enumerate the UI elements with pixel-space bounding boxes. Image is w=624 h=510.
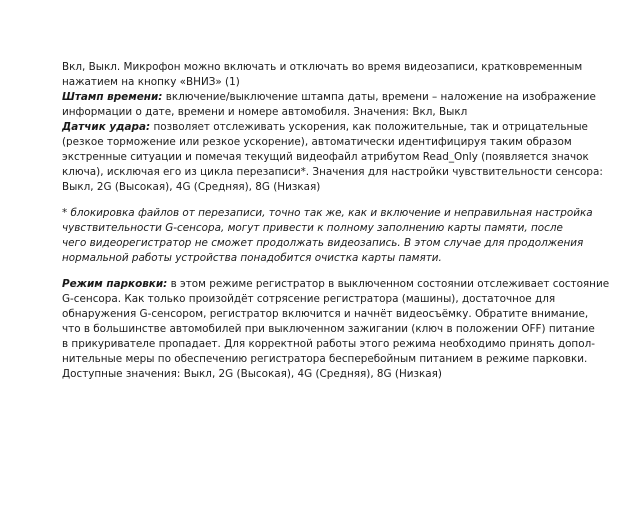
footnote-line: * блокировка файлов от перезаписи, точно так же, как и включение и неправильная настройка [62,207,593,219]
footnote-paragraph [62,206,593,266]
text-line: что в большинстве автомобилей при выключенном зажигании (ключ в положении OFF) питание [62,323,595,335]
text-line: нительные меры по обеспечению регистратора бесперебойным питанием в режиме парковки. [62,353,588,365]
parking-term: Режим парковки: [62,278,168,290]
microphone-paragraph [62,60,583,90]
text-line: Выкл, 2G (Высокая), 4G (Средняя), 8G (Низкая) [62,181,321,193]
gsensor-paragraph [62,120,603,195]
text-line [62,120,588,135]
text-line: G-сенсора. Как только произойдёт сотрясение регистратора (машины), достаточное для [62,293,556,305]
text-line: (резкое торможение или резкое ускорение), автоматически идентифицируя таким образом [62,136,572,148]
text-line [62,90,596,105]
text-line: обнаружения G-сенсором, регистратор включится и начнёт видеосъёмку. Обратите внимание, [62,308,589,320]
manual-page [62,60,610,382]
text-line [62,277,610,292]
footnote-line: нормальной работы устройства понадобится очистка карты памяти. [62,252,442,264]
spacer [62,195,562,206]
footnote-line: чувствительности G-сенсора, могут привести к полному заполнению карты памяти, после [62,222,563,234]
gsensor-text: позволяет отслеживать ускорения, как положительные, так и отрицательные [150,121,588,133]
text-line: экстренные ситуации и помечая текущий видеофайл атрибутом Read_Only (появляется значок [62,151,589,163]
timestamp-term: Штамп времени: [62,91,163,103]
timestamp-text: включение/выключение штампа даты, времени – наложение на изображение [162,91,596,103]
text-line: Доступные значения: Выкл, 2G (Высокая), 4G (Средняя), 8G (Низкая) [62,368,442,380]
text-line: нажатием на кнопку «ВНИЗ» (1) [62,76,240,88]
footnote-line: чего видеорегистратор не сможет продолжать видеозапись. В этом случае для продолжения [62,237,584,249]
text-line: Вкл, Выкл. Микрофон можно включать и отключать во время видеозаписи, кратковременным [62,61,583,73]
parking-text: в этом режиме регистратор в выключенном состоянии отслеживает состояние [167,278,610,290]
text-line: информации о дате, времени и номере автомобиля. Значения: Вкл, Выкл [62,106,468,118]
text-line: ключа), исключая его из цикла перезаписи*. Значения для настройки чувствительности сенсора: [62,166,603,178]
parking-paragraph [62,277,610,382]
spacer [62,266,562,277]
timestamp-paragraph [62,90,596,120]
gsensor-term: Датчик удара: [62,121,151,133]
text-line: в прикуривателе пропадает. Для корректной работы этого режима необходимо принять допол- [62,338,595,350]
